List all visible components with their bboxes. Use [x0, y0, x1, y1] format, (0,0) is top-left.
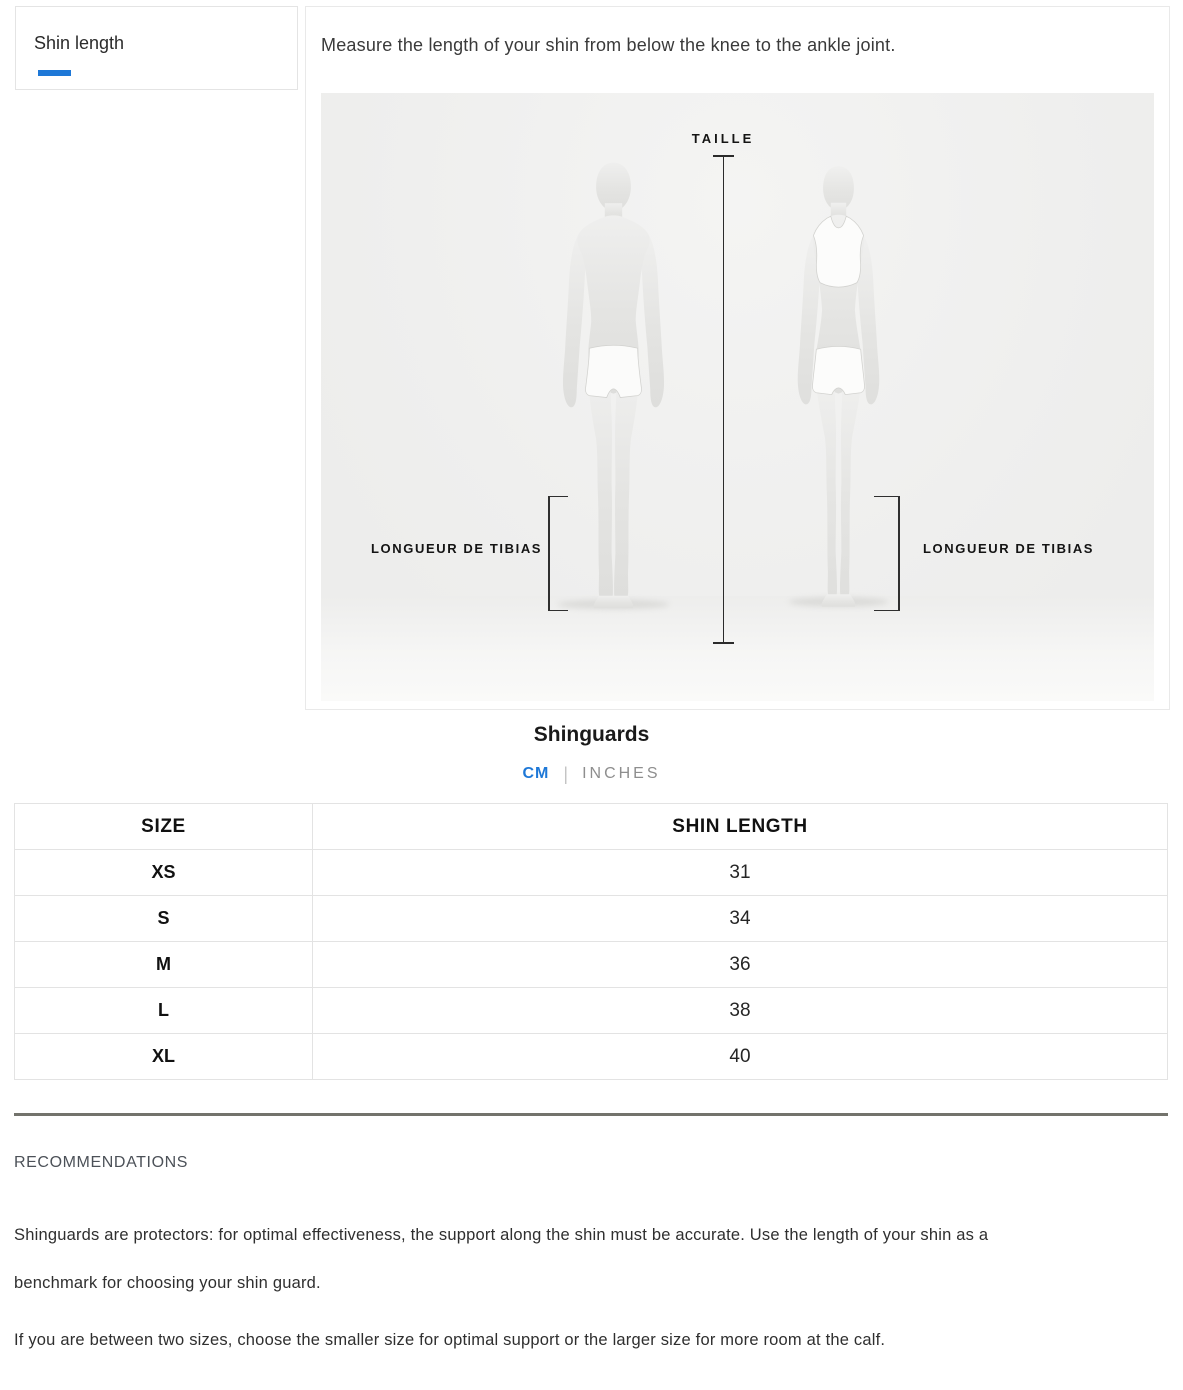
- height-measure-label: TAILLE: [691, 131, 755, 146]
- column-header-size: SIZE: [15, 804, 313, 850]
- shin-measure-label-left: LONGUEUR DE TIBIAS: [371, 541, 543, 556]
- table-row: [15, 942, 1168, 988]
- active-tab-indicator: [38, 70, 71, 76]
- table-row: [15, 896, 1168, 942]
- table-row: [15, 1034, 1168, 1080]
- tab-shin-length[interactable]: [15, 6, 298, 90]
- tab-label: Shin length: [34, 33, 125, 53]
- size-cell: L: [15, 988, 313, 1034]
- size-cell: S: [15, 896, 313, 942]
- paragraph-line: If you are between two sizes, choose the smaller size for optimal support or the larger size for more room at the calf.: [14, 1331, 886, 1349]
- measure-panel: [305, 6, 1170, 710]
- table-header-row: [15, 804, 1168, 850]
- shin-measure-bracket-left: [548, 496, 568, 611]
- height-measure-line: [713, 155, 734, 644]
- size-chart-table: [14, 803, 1168, 1080]
- size-cell: XS: [15, 850, 313, 896]
- chart-title: Shinguards: [533, 723, 650, 746]
- measure-instruction: Measure the length of your shin from below the knee to the ankle joint.: [321, 35, 896, 55]
- mannequin-figure: [321, 93, 1154, 701]
- value-cell: 34: [313, 896, 1168, 942]
- recommendation-paragraph: [14, 1211, 1169, 1307]
- shin-measure-bracket-right: [874, 496, 900, 611]
- section-divider: [14, 1113, 1168, 1116]
- recommendation-paragraph: [14, 1316, 1169, 1364]
- value-cell: 31: [313, 850, 1168, 896]
- paragraph-line: benchmark for choosing your shin guard.: [14, 1274, 321, 1292]
- value-cell: 40: [313, 1034, 1168, 1080]
- size-cell: XL: [15, 1034, 313, 1080]
- paragraph-line: Shinguards are protectors: for optimal effectiveness, the support along the shin must be accurate. Use the length of your shin as a: [14, 1226, 989, 1244]
- unit-separator: |: [563, 763, 569, 784]
- floor-gradient: [321, 596, 1154, 701]
- table-row: [15, 988, 1168, 1034]
- unit-toggle: [0, 763, 1183, 785]
- value-cell: 38: [313, 988, 1168, 1034]
- size-cell: M: [15, 942, 313, 988]
- value-cell: 36: [313, 942, 1168, 988]
- column-header-shin-length: SHIN LENGTH: [313, 804, 1168, 850]
- recommendations-heading: RECOMMENDATIONS: [14, 1154, 189, 1171]
- shin-measure-label-right: LONGUEUR DE TIBIAS: [923, 541, 1095, 556]
- table-row: [15, 850, 1168, 896]
- unit-inches-button[interactable]: INCHES: [582, 765, 661, 782]
- unit-cm-button[interactable]: CM: [522, 765, 550, 782]
